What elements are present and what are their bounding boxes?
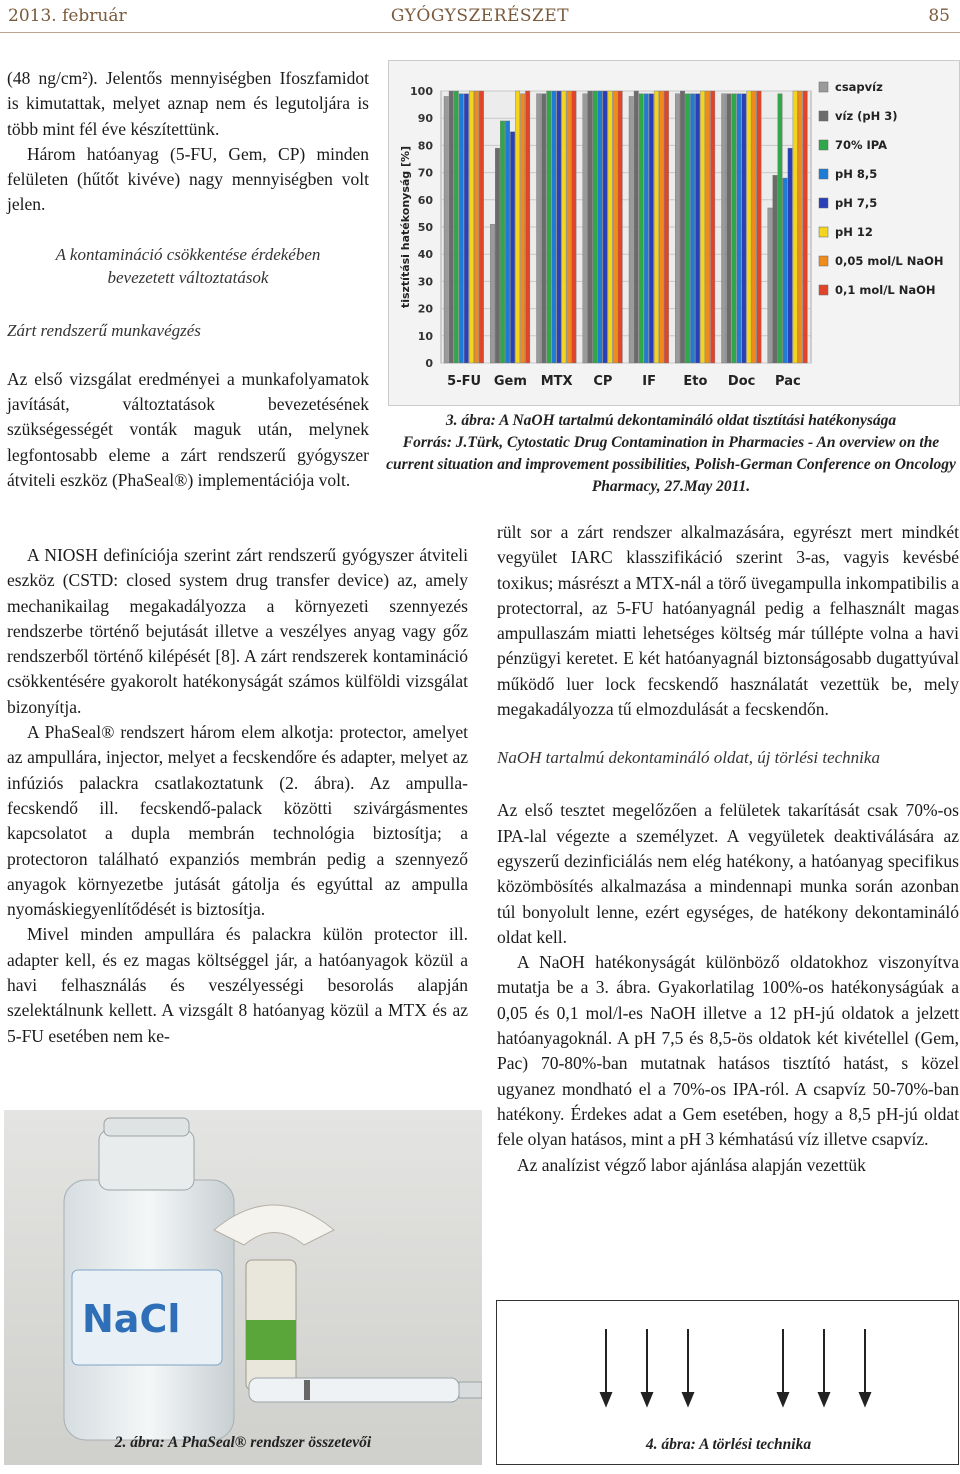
figure-2-photo xyxy=(4,1110,482,1465)
subsection-title: Zárt rendszerű munkavégzés xyxy=(7,320,201,340)
y-tick-label: 20 xyxy=(417,302,433,316)
bar xyxy=(479,91,483,363)
phaseal-photo-illustration xyxy=(4,1110,482,1465)
paragraph: (48 ng/cm²). Jelentős mennyiségben Ifoszfamidot is kimutattak, melyet aznap nem és legutoljára is több mint fél éve készítettünk. xyxy=(7,68,369,139)
bar xyxy=(695,94,699,363)
paragraph: A NaOH hatékonyságát különböző oldatokhoz viszonyítva mutatja be a 3. ábra. Gyakorlatilag 100%-os hatékonyságúak a 0,05 és 0,1 mol/l-es NaOH illetve a 12 pH-jú oldatok a jelzett hatóanyagoknál. A pH 7,5 és 8,5-ös oldatok két kivétellel (Gem, Pac) 70-80%-ban mutatnak hatásos tisztító hatást, s közel ugyanez mondható el a 70%-os IPA-ról. A csapvíz 50-70%-ban hatékony. Érdekes adat a Gem esetében, hogy a 8,5 pH-jú oldat fele olyan hatásos, mint a pH 3 kémhatású víz illetve csapvíz. xyxy=(497,952,959,1150)
bottle-adapter xyxy=(99,1130,194,1190)
x-tick-label: MTX xyxy=(540,374,573,389)
y-tick-label: 50 xyxy=(417,221,433,234)
bar xyxy=(680,91,684,363)
bar xyxy=(803,91,807,363)
bar xyxy=(552,91,556,363)
bar xyxy=(757,91,761,363)
bar xyxy=(768,208,772,363)
bar xyxy=(510,132,514,363)
bar xyxy=(788,148,792,363)
legend-label: pH 7,5 xyxy=(835,196,878,210)
caption-source: Forrás: J.Türk, Cytostatic Drug Contamination in Pharmacies - An overview on the current situation and improvement possibilities, Polish-German Conference on Oncology Pharmacy, 27.May 2011. xyxy=(386,434,956,495)
paragraph: Az első tesztet megelőzően a felületek takarítását csak 70%-os IPA-lal végezte a személyzet. A vegyületek deaktiválására az egyszerű dezinficiálás nem elég hatékony, a hatóanyag specifikus közömbösítés alkalmazása a mindennapi munka során azonban túl bonyolult lenne, ezért egységes, de hatékony dekontamináló oldat kell. xyxy=(497,800,959,947)
bar xyxy=(542,94,546,363)
bar xyxy=(583,94,587,363)
y-tick-label: 30 xyxy=(417,275,433,289)
bar xyxy=(557,91,561,363)
bar xyxy=(474,91,478,363)
header-divider xyxy=(0,32,960,33)
bar xyxy=(705,91,709,363)
bar xyxy=(459,94,463,363)
legend-label: 70% IPA xyxy=(835,138,888,152)
bar xyxy=(690,94,694,363)
legend-swatch xyxy=(819,111,828,121)
journal-name: GYÓGYSZERÉSZET xyxy=(390,6,570,26)
legend-label: pH 12 xyxy=(835,225,873,239)
x-tick-label: CP xyxy=(593,374,613,389)
issue-date: 2013. február xyxy=(8,6,127,26)
bar xyxy=(515,91,519,363)
bar xyxy=(664,91,668,363)
legend-label: pH 8,5 xyxy=(835,167,878,181)
left-column xyxy=(7,66,369,493)
y-tick-label: 0 xyxy=(425,357,433,370)
bar xyxy=(644,94,648,363)
legend-swatch xyxy=(819,256,828,266)
section-title: A kontamináció csökkentése érdekében bevezetett változtatások xyxy=(55,244,321,287)
y-axis-label: tisztítási hatékonyság [%] xyxy=(399,145,412,309)
paragraph: rült sor a zárt rendszer alkalmazására, egyrészt mert mindkét vegyület IARC klasszifikáció szerint 3-as, vagyis kevésbé toxikus; másrészt a MTX-nál a törő üvegampulla inkompatibilis a protectorral, az 5-FU hatóanyagnál pedig a felhasznált magas ampullaszám miatti lehetséges költség már túllépte volna a havi pénzügyi keretet. E két hatóanyagnál biztonságosabb dugattyúval működő luer lock fecskendő használatát vezettük be, mely megakadályozza tű elmozdulását a fecskendőn. xyxy=(497,522,959,720)
bar xyxy=(572,91,576,363)
x-tick-label: Eto xyxy=(683,374,708,389)
bar xyxy=(629,96,633,363)
bar xyxy=(778,94,782,363)
page-header xyxy=(0,0,960,30)
y-tick-label: 10 xyxy=(417,329,433,343)
bar xyxy=(727,94,731,363)
bar xyxy=(562,91,566,363)
bar xyxy=(675,94,679,363)
legend-label: 0,05 mol/L NaOH xyxy=(835,254,944,268)
subsection-title: NaOH tartalmú dekontamináló oldat, új törlési technika xyxy=(497,748,880,768)
bar xyxy=(608,91,612,363)
bar xyxy=(444,96,448,363)
x-tick-label: Pac xyxy=(775,374,801,389)
bar-chart xyxy=(389,61,960,407)
bar xyxy=(469,91,473,363)
bar xyxy=(654,91,658,363)
bar xyxy=(649,94,653,363)
y-tick-label: 40 xyxy=(417,248,433,262)
paragraph: Három hatóanyag (5-FU, Gem, CP) minden felületen (hűtőt kivéve) nagy mennyiségben volt jelen. xyxy=(7,143,369,215)
bar xyxy=(752,91,756,363)
y-tick-label: 100 xyxy=(410,85,433,98)
legend-label: csapvíz xyxy=(835,80,883,94)
bar xyxy=(490,224,494,363)
syringe xyxy=(249,1378,459,1402)
figure-3-caption xyxy=(382,410,960,498)
bar xyxy=(700,91,704,363)
bar xyxy=(454,91,458,363)
paragraph: Az első vizsgálat eredményei a munkafolyamatok javítását, változtatások bevezetésének szükségességét vonták maguk után, melynek legfontosabb eleme a zárt rendszerű gyógyszer átviteli eszköz (PhaSeal®) implementációja volt. xyxy=(7,368,369,490)
legend-swatch xyxy=(819,82,828,92)
bar xyxy=(773,175,777,363)
x-tick-label: Gem xyxy=(493,374,527,389)
caption-title: 3. ábra: A NaOH tartalmú dekontamináló oldat tisztítási hatékonysága xyxy=(445,412,897,429)
bar xyxy=(613,91,617,363)
legend-label: 0,1 mol/L NaOH xyxy=(835,283,936,297)
bar xyxy=(783,178,787,363)
legend-swatch xyxy=(819,140,828,150)
bar xyxy=(747,91,751,363)
paragraph: A PhaSeal® rendszert három elem alkotja: protector, amelyet az ampullára, injector, melyet a fecskendőre és adapter, melyet az infúziós palackra csatlakoztatunk (2. ábra). Az ampulla-fecskendő ill. fecskendő-palack közötti szivárgásmentes kapcsolatot a dupla membrán technológia biztosítja; a protectoron található expanziós membrán pedig a szennyező anyagok környezetbe jutását gátolja és egyúttal az ampulla nyomáskiegyenlítődését is biztosítja. xyxy=(7,722,468,920)
bar xyxy=(685,94,689,363)
legend-swatch xyxy=(819,227,828,237)
bar xyxy=(588,91,592,363)
bar xyxy=(547,91,551,363)
bar xyxy=(593,91,597,363)
nacl-label: NaCl xyxy=(82,1297,181,1341)
bar xyxy=(634,91,638,363)
bar xyxy=(520,94,524,363)
paragraph: Az analízist végző labor ajánlása alapján vezettük xyxy=(517,1154,866,1175)
bar xyxy=(798,91,802,363)
y-tick-label: 60 xyxy=(417,193,433,207)
bar xyxy=(737,94,741,363)
bar xyxy=(710,91,714,363)
legend-swatch xyxy=(819,169,828,179)
bar xyxy=(732,94,736,363)
bar xyxy=(495,148,499,363)
bar xyxy=(449,91,453,363)
bar xyxy=(537,94,541,363)
figure-4-wiping-technique xyxy=(496,1300,959,1465)
x-tick-label: IF xyxy=(642,374,656,389)
y-tick-label: 90 xyxy=(417,112,433,126)
x-tick-label: 5-FU xyxy=(447,374,482,389)
caption-text: 2. ábra: A PhaSeal® rendszer összetevői xyxy=(114,1434,372,1451)
wiping-arrows xyxy=(497,1301,960,1431)
legend-swatch xyxy=(819,198,828,208)
paragraph: A NIOSH definíciója szerint zárt rendszerű gyógyszer átviteli eszköz (CSTD: closed system drug transfer device) az, amely mechanikailag megakadályozza a környezeti szennyezés rendszerbe történő bejutását illetve a veszélyes anyag vagy gőz rendszerből történő kilépését [8]. A zárt rendszerek kontamináció csökkentésére gyakorolt hatékonyságát számos külföldi vizsgálat bizonyítja. xyxy=(7,545,468,717)
right-column xyxy=(497,520,959,1178)
page-number: 85 xyxy=(928,6,950,26)
bar xyxy=(603,91,607,363)
figure-2-caption xyxy=(4,1432,482,1454)
bar xyxy=(722,94,726,363)
bar xyxy=(567,91,571,363)
bar xyxy=(525,91,529,363)
bar xyxy=(659,91,663,363)
legend-label: víz (pH 3) xyxy=(835,109,898,123)
bar xyxy=(742,94,746,363)
bar xyxy=(618,91,622,363)
bar xyxy=(464,94,468,363)
y-tick-label: 80 xyxy=(417,139,433,153)
legend-swatch xyxy=(819,285,828,295)
figure-4-caption: 4. ábra: A törlési technika xyxy=(645,1436,812,1453)
left-column-lower xyxy=(7,543,468,1049)
paragraph: Mivel minden ampullára és palackra külön protector ill. adapter kell, és ez magas költséggel jár, a hatóanyagok közül a havi felhasználás és veszélyességi besorolás alapján szelektálnunk kellett. A vizsgált 8 hatóanyag közül a MTX és az 5-FU esetében nem ke- xyxy=(7,924,468,1046)
bar xyxy=(500,121,504,363)
bar xyxy=(793,91,797,363)
y-tick-label: 70 xyxy=(417,166,433,180)
figure-3-chart xyxy=(388,60,960,406)
bar xyxy=(598,91,602,363)
bar xyxy=(505,121,509,363)
x-tick-label: Doc xyxy=(727,374,756,389)
bar xyxy=(639,94,643,363)
